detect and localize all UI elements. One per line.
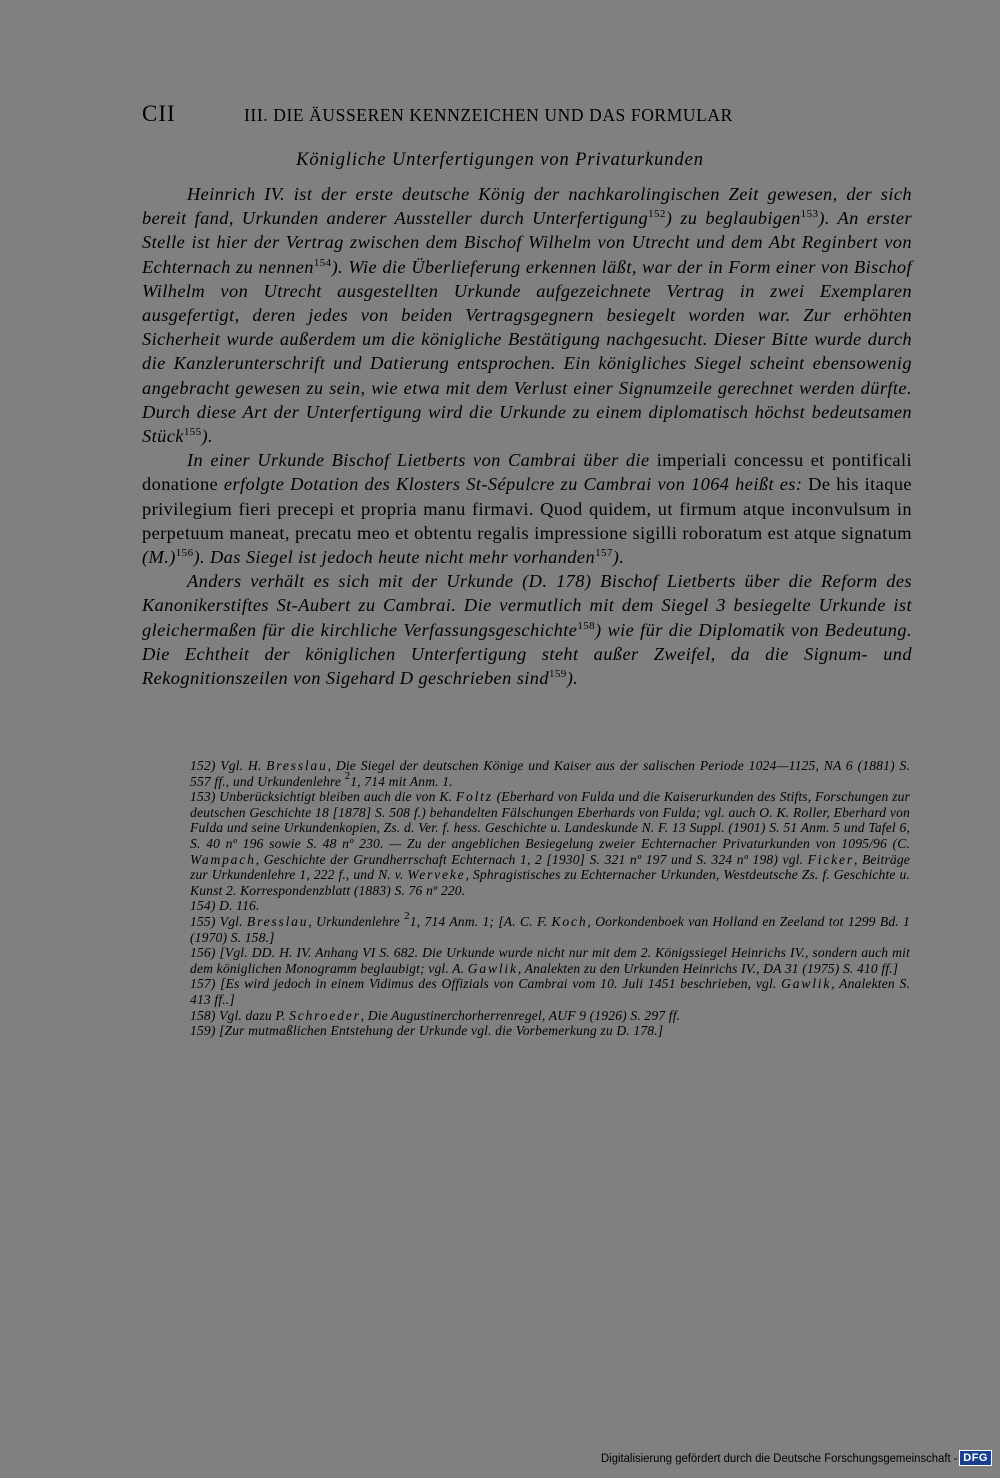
author-name: Koch [551, 913, 588, 929]
text-run: ). [566, 668, 579, 689]
latin-quote: imperiali concessu et pontificali donatione [142, 450, 913, 495]
latin-quote: De his itaque privilegium fieri precepi et propria manu firmavi. Quod quidem, ut firmum atque inconvulsum in perpetuum maneat, precatu meo et obtentu regalis impressione sigilli roboratum est atque signatum [142, 474, 912, 543]
text-run: 156) [Vgl. DD. H. IV. Anhang VI S. 682. Die Urkunde wurde nicht nur mit dem 2. Königssiegel Heinrichs IV., sondern auch mit dem königlichen Monogramm beglaubigt; vgl. A. [190, 945, 910, 976]
text-run: ). [612, 547, 625, 568]
text-run: erfolgte Dotation des Klosters St-Sépulcre zu Cambrai von 1064 heißt es: [218, 474, 809, 495]
footnote-ref-156[interactable]: 156 [175, 547, 194, 560]
text-run: ). [201, 426, 214, 447]
page-number: CII [142, 101, 176, 126]
text-run: , Geschichte der Grundherrschaft Echternach 1, 2 [1930] S. 321 nº 197 und S. 324 nº 198) vgl. [255, 851, 808, 867]
text-run: 153) Unberücksichtigt bleiben auch die von K. [190, 789, 456, 805]
text-run: (M.) [142, 547, 176, 568]
text-run: 157) [Es wird jedoch in einem Vidimus des Offizials von Cambrai vom 10. Juli 1451 beschrieben, vgl. [190, 976, 782, 992]
text-run: ). Wie die Überlieferung erkennen läßt, war der in Form einer von Bischof Wilhelm von Utrecht ausgestellten Urkunde aufgezeichnete Vertrag in zwei Exemplaren ausgefertigt, deren jedes von beiden Vertragsgegnern besiegelt worden war. Zur erhöhten Sicherheit wurde außerdem um die königliche Bestätigung nachgesucht. Dieser Bitte wurde durch die Kanzlerunterschrift und Datierung entsprochen. Ein königliches Siegel scheint ebensowenig angebracht gewesen zu sein, wie etwa mit dem Verlust einer Signumzeile gerechnet werden dürfte. Durch diese Art der Unterfertigung wird die Urkunde zu einem diplomatisch höchst bedeutsamen Stück [142, 256, 912, 447]
author-name: Foltz [455, 789, 493, 805]
text-run: 152) Vgl. H. [190, 758, 267, 773]
footnote-154: 154) D. 116. [190, 898, 260, 914]
footnote-153 [190, 789, 910, 898]
text-run: 158) Vgl. dazu P. [190, 1007, 290, 1023]
author-name: Gawlik [467, 960, 518, 976]
text-run: ). Das Siegel ist jedoch heute nicht mehr vorhanden [193, 547, 596, 568]
author-name: Bresslau [266, 758, 328, 773]
footnote-ref-154[interactable]: 154 [313, 256, 332, 269]
footnote-ref-153[interactable]: 153 [800, 208, 819, 221]
main-text [142, 182, 912, 690]
footnote-159: 159) [Zur mutmaßlichen Entstehung der Urkunde vgl. die Vorbemerkung zu D. 178.] [190, 1023, 664, 1039]
funding-text: Digitalisierung gefördert durch die Deutsche Forschungsgemeinschaft - [600, 1451, 958, 1465]
running-title: III. DIE ÄUSSEREN KENNZEICHEN UND DAS FORMULAR [244, 105, 733, 125]
text-run: 1, 714 mit Anm. 1. [350, 773, 453, 789]
footnotes [190, 758, 910, 1039]
text-run: 1, 714 Anm. 1; [A. C. F. [409, 913, 552, 929]
funding-notice [570, 1450, 992, 1466]
text-run: , Urkundenlehre [308, 913, 405, 929]
footnote-ref-157[interactable]: 157 [595, 547, 613, 560]
paragraph-1 [142, 182, 912, 448]
footnote-ref-152[interactable]: 152 [648, 208, 666, 221]
author-name: Wampach [190, 851, 256, 867]
text-run: , Beiträge zur Urkundenlehre 1, 222 f., und N. v. [190, 851, 910, 883]
footnote-ref-158[interactable]: 158 [577, 619, 596, 632]
edition-number: 2 [404, 909, 410, 922]
text-run: , Analekten S. 413 ff..] [190, 976, 910, 1007]
dfg-logo: DFG [959, 1450, 992, 1466]
text-run: (Eberhard von Fulda und die Kaiserurkunden des Stifts, Forschungen zur deutschen Geschichte 18 [1878] S. 508 f.) behandelten Fälschungen Eberhards von Fulda; vgl. auch O. K. Roller, Eberhard von Fulda und seine Urkundenkopien, Zs. d. Ver. f. hess. Geschichte u. Landeskunde N. F. 13 Suppl. (1901) S. 51 Anm. 5 und Tafel 6, S. 40 nº 196 sowie S. 48 nº 230. — Zu der angeblichen Besiegelung zweier Echternacher Privaturkunden von 1095/96 (C. [190, 789, 910, 851]
footnote-155 [190, 909, 910, 945]
author-name: Ficker [807, 851, 854, 867]
text-run: , Die Augustinerchorherrenregel, AUF 9 (1926) S. 297 ff. [360, 1007, 681, 1023]
text-run: , Die Siegel der deutschen Könige und Kaiser aus der salischen Periode 1024—1125, NA 6 (1881) S. 557 ff., und Urkundenlehre [190, 758, 910, 789]
text-run: ) zu beglaubigen [665, 208, 801, 229]
text-run: , Sphragistisches zu Echternacher Urkunden, Westdeutsche Zs. f. Geschichte u. Kunst 2. Korrespondenzblatt (1883) S. 76 nº 220. [190, 867, 910, 898]
text-run: , Oorkondenboek van Holland en Zeeland tot 1299 Bd. 1 (1970) S. 158.] [190, 913, 910, 945]
author-name: Bresslau [246, 913, 309, 929]
text-run: In einer Urkunde Bischof Lietberts von Cambrai über die [187, 450, 657, 471]
footnote-152 [190, 758, 910, 789]
footnote-ref-155[interactable]: 155 [183, 426, 202, 439]
text-run: Anders verhält es sich mit der Urkunde (D. 178) Bischof Lietberts über die Reform des Kanonikerstiftes St-Aubert zu Cambrai. Die vermutlich mit dem Siegel 3 besiegelte Urkunde ist gleichermaßen für die kirchliche Verfassungsgeschichte [142, 571, 912, 640]
author-name: Gawlik [781, 976, 832, 992]
section-title: Königliche Unterfertigungen von Privaturkunden [296, 150, 704, 170]
footnote-157 [190, 976, 910, 1007]
edition-number: 2 [344, 769, 351, 782]
text-run: 155) Vgl. [190, 913, 247, 929]
paragraph-2 [142, 448, 912, 569]
text-run: ) wie für die Diplomatik von Bedeutung. Die Echtheit der königlichen Unterfertigung steht außer Zweifel, da die Signum- und Rekognitionszeilen von Sigehard D geschrieben sind [142, 619, 912, 689]
paragraph-3 [142, 569, 912, 690]
running-header [142, 101, 918, 131]
author-name: Werveke [407, 867, 466, 883]
footnote-ref-159[interactable]: 159 [548, 668, 567, 681]
text-run: ). An erster Stelle ist hier der Vertrag zwischen dem Bischof Wilhelm von Utrecht und dem Abt Reginbert von Echternach zu nennen [142, 208, 912, 277]
footnote-156 [190, 945, 910, 976]
author-name: Schroeder [289, 1007, 361, 1023]
text-run: , Analekten zu den Urkunden Heinrichs IV., DA 31 (1975) S. 410 ff.] [517, 960, 899, 976]
text-run: Heinrich IV. ist der erste deutsche König der nachkarolingischen Zeit gewesen, der sich bereit fand, Urkunden anderer Aussteller durch Unterfertigung [142, 184, 912, 229]
footnote-158 [190, 1008, 910, 1024]
